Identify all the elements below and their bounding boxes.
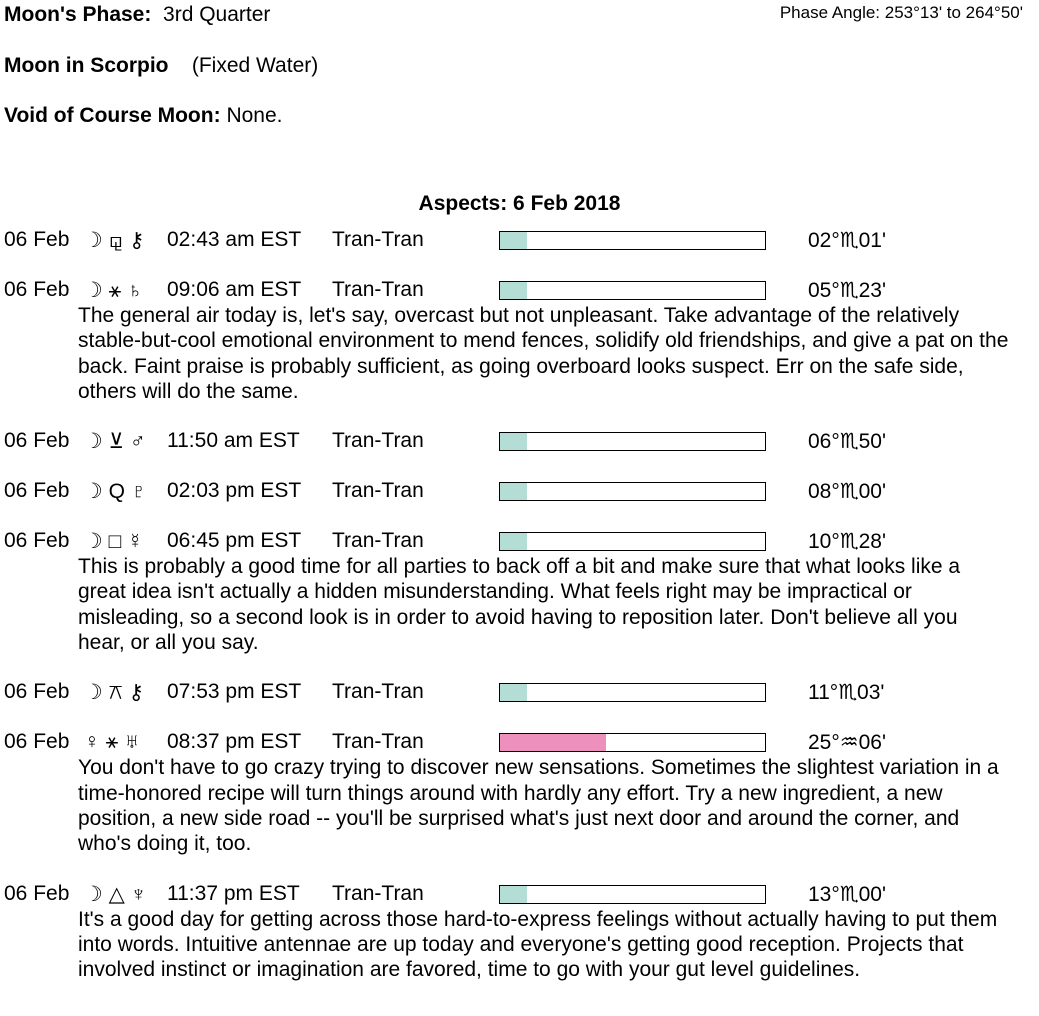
aspect-glyphs: ☽ ⚼ ⚷	[84, 229, 145, 252]
strength-bar-fill	[500, 433, 527, 450]
strength-bar	[499, 482, 766, 501]
aspect-glyphs: ☽ Q ♇	[84, 480, 147, 504]
aspects-list	[0, 228, 1039, 1007]
strength-bar	[499, 231, 766, 250]
void-label: Void of Course Moon:	[4, 104, 221, 127]
aspects-title: Aspects: 6 Feb 2018	[418, 192, 621, 215]
aspect-entry	[0, 529, 1039, 655]
aspect-row	[0, 730, 1039, 755]
aspect-date: 06 Feb	[4, 278, 70, 301]
aspect-entry	[0, 228, 1039, 253]
aspect-type: Tran-Tran	[332, 730, 424, 754]
moon-sign-detail: (Fixed Water)	[191, 54, 319, 77]
aspect-row	[0, 479, 1039, 504]
aspect-description: This is probably a good time for all parties to back off a bit and make sure that what looks like a great idea isn't actually a hidden misunderstanding. What feels right may be impractical or misleading, so a second look is in order to avoid having to reposition later. Don't believe all you hear, or all you say.	[78, 555, 961, 655]
aspect-row	[0, 529, 1039, 554]
aspect-entry	[0, 882, 1039, 983]
strength-bar-fill	[500, 734, 606, 751]
aspect-row	[0, 680, 1039, 705]
aspect-time: 06:45 pm EST	[167, 529, 302, 553]
aspect-time: 07:53 pm EST	[167, 680, 302, 704]
aspect-time: 09:06 am EST	[167, 278, 302, 301]
aspect-entry	[0, 278, 1039, 404]
strength-bar-fill	[500, 684, 527, 701]
aspect-glyphs: ♀ ⚹ ♅	[84, 730, 140, 754]
aspect-date: 06 Feb	[4, 228, 70, 251]
aspect-row	[0, 882, 1039, 907]
moon-phase-label: Moon's Phase:	[4, 3, 152, 26]
aspect-glyphs: ☽ ⊻ ♂	[84, 430, 146, 454]
aspect-date: 06 Feb	[4, 881, 70, 905]
aspect-time: 11:37 pm EST	[167, 881, 300, 905]
strength-bar-fill	[500, 886, 527, 903]
aspect-glyphs: ☽ □ ☿	[84, 530, 143, 554]
aspect-date: 06 Feb	[4, 529, 70, 553]
strength-bar	[499, 683, 766, 702]
void-of-course-line	[4, 104, 282, 128]
aspect-degree: 10°♏28'	[808, 530, 886, 554]
aspect-type: Tran-Tran	[332, 429, 424, 453]
aspect-degree: 25°♒06'	[808, 731, 886, 755]
aspect-description: You don't have to go crazy trying to discover new sensations. Sometimes the slightest variation in a time-honored recipe will turn things around with hardly any effort. Try a new ingredient, a new position, a new side road -- you'll be surprised what's just next door and around the corner, and who's doing it, too.	[78, 756, 999, 856]
aspect-description: It's a good day for getting across those hard-to-express feelings without actually having to put them into words. Intuitive antennae are up today and everyone's getting good reception. Projects that involved instinct or imagination are favored, time to go with your gut level guidelines.	[78, 907, 998, 982]
aspect-degree: 06°♏50'	[808, 430, 886, 454]
aspect-type: Tran-Tran	[332, 278, 424, 301]
void-value: None.	[226, 104, 283, 127]
aspect-date: 06 Feb	[4, 479, 70, 503]
moon-phase-value: 3rd Quarter	[163, 3, 271, 26]
aspect-time: 08:37 pm EST	[167, 730, 302, 754]
strength-bar	[499, 733, 766, 752]
moon-sign-line	[4, 54, 318, 78]
aspect-degree: 13°♏00'	[808, 882, 886, 906]
aspect-date: 06 Feb	[4, 429, 70, 453]
strength-bar-fill	[500, 483, 527, 500]
aspect-type: Tran-Tran	[332, 881, 424, 905]
aspect-degree: 08°♏00'	[808, 480, 886, 504]
aspect-glyphs: ☽ ⚻ ⚷	[84, 681, 144, 705]
moon-phase-line	[4, 3, 270, 27]
aspect-date: 06 Feb	[4, 730, 70, 754]
aspect-time: 02:43 am EST	[167, 228, 302, 251]
aspect-type: Tran-Tran	[332, 529, 424, 553]
aspect-entry	[0, 429, 1039, 454]
aspect-time: 02:03 pm EST	[167, 479, 302, 503]
strength-bar	[499, 281, 766, 300]
strength-bar	[499, 532, 766, 551]
aspect-glyphs: ☽ △ ♆	[84, 882, 147, 906]
phase-angle: Phase Angle: 253°13' to 264°50'	[779, 3, 1023, 22]
strength-bar-fill	[500, 533, 527, 550]
aspect-entry	[0, 680, 1039, 705]
aspect-glyphs: ☽ ⚹ ♄	[84, 279, 143, 302]
aspect-degree: 11°♏03'	[808, 681, 885, 705]
strength-bar-fill	[500, 232, 527, 249]
aspect-entry	[0, 479, 1039, 504]
aspect-type: Tran-Tran	[332, 479, 424, 503]
strength-bar	[499, 432, 766, 451]
aspect-degree: 02°♏01'	[808, 229, 886, 252]
aspect-row	[0, 429, 1039, 454]
aspect-description: The general air today is, let's say, overcast but not unpleasant. Take advantage of the relatively stable-but-cool emotional environment to mend fences, solidify old friendships, and give a pat on the back. Faint praise is probably sufficient, as going overboard looks suspect. Err on the safe side, others will do the same.	[78, 304, 1009, 403]
aspect-date: 06 Feb	[4, 680, 70, 704]
aspect-row	[0, 228, 1039, 253]
aspect-time: 11:50 am EST	[167, 429, 300, 453]
aspect-type: Tran-Tran	[332, 228, 424, 251]
aspect-entry	[0, 730, 1039, 856]
aspect-type: Tran-Tran	[332, 680, 424, 704]
aspect-degree: 05°♏23'	[808, 279, 886, 302]
strength-bar-fill	[500, 282, 527, 299]
aspect-row	[0, 278, 1039, 303]
strength-bar	[499, 885, 766, 904]
moon-sign-label: Moon in Scorpio	[4, 54, 169, 77]
